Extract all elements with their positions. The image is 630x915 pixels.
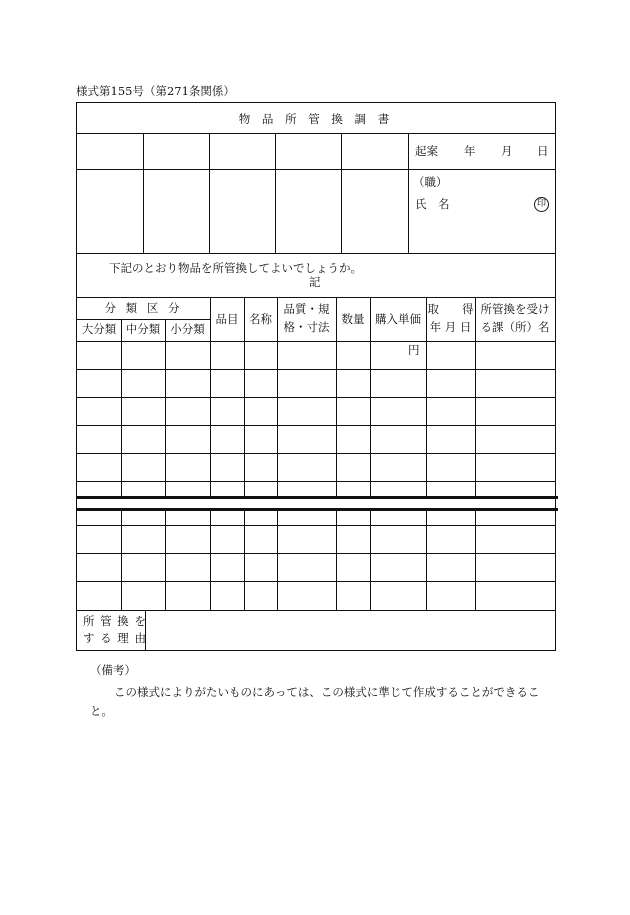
- col-divider: [121, 319, 122, 498]
- table-row-line: [77, 525, 555, 526]
- approval-label: 起案: [415, 144, 438, 158]
- quantity-header: 数量: [341, 312, 365, 326]
- table-row-line: [77, 397, 555, 398]
- table-row-line: [77, 481, 555, 482]
- middle-category-header: 中分類: [125, 322, 161, 336]
- stamp-divider: [275, 133, 276, 253]
- acquisition-header-line1: 取 得: [427, 302, 474, 316]
- approval-day: 日: [537, 144, 549, 158]
- yen-unit: 円: [408, 343, 420, 357]
- category-sub-divider: [77, 319, 210, 320]
- receiver-header-line2: る課（所）名: [480, 320, 550, 334]
- stamp-section-bottom: [77, 253, 555, 254]
- item-header: 品目: [215, 312, 239, 326]
- table-row-line: [77, 369, 555, 370]
- title-divider: [77, 133, 555, 134]
- quality-header-line2: 格・寸法: [283, 320, 330, 334]
- quality-header-line1: 品質・規: [283, 302, 330, 316]
- break-line-top: [76, 496, 558, 499]
- unit-price-header: 購入単価: [375, 312, 421, 326]
- form-number: 様式第155号（第271条関係）: [76, 84, 235, 98]
- category-header: 分 類 区 分: [104, 301, 183, 315]
- header-bottom: [77, 341, 555, 342]
- name-header: 名称: [249, 312, 272, 326]
- stamp-row-divider: [77, 169, 555, 170]
- document-title: 物 品 所 管 換 調 書: [238, 112, 394, 126]
- ki-label: 記: [309, 275, 321, 289]
- table-row-line: [77, 425, 555, 426]
- break-line-bottom: [76, 508, 558, 511]
- table-row-line: [77, 581, 555, 582]
- stamp-divider: [341, 133, 342, 253]
- notes-heading: （備考）: [90, 663, 136, 677]
- document-form: [76, 102, 556, 651]
- table-bottom: [77, 610, 555, 611]
- approval-month: 月: [501, 144, 513, 158]
- table-row-line: [77, 553, 555, 554]
- major-category-header: 大分類: [81, 322, 117, 336]
- reason-label-line1: 所 管 換 を: [83, 614, 147, 628]
- notes-text: この様式によりがたいものにあっては、この様式に準じて作成することができること。: [90, 685, 540, 718]
- reason-label-line2: す る 理 由: [83, 631, 147, 645]
- stamp-divider: [408, 133, 409, 253]
- stamp-divider: [143, 133, 144, 253]
- stamp-divider: [209, 133, 210, 253]
- signer-position: （職）: [413, 175, 448, 189]
- acquisition-header-line2: 年 月 日: [429, 320, 472, 334]
- table-top: [77, 297, 555, 298]
- request-text: 下記のとおり物品を所管換してよいでしょうか。: [109, 261, 362, 275]
- table-row-line: [77, 453, 555, 454]
- receiver-header-line1: 所管換を受け: [480, 302, 550, 316]
- approval-year: 年: [464, 144, 476, 158]
- col-divider: [165, 319, 166, 498]
- seal-mark: 印: [534, 197, 549, 212]
- minor-category-header: 小分類: [170, 322, 205, 336]
- signer-name-label: 氏 名: [415, 197, 450, 211]
